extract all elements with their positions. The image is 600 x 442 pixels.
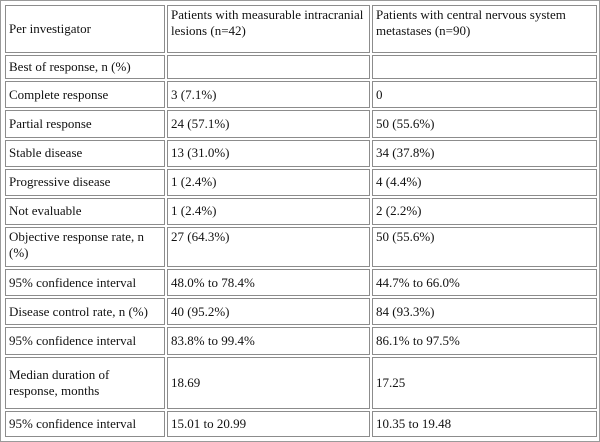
- row-label: Progressive disease: [5, 169, 165, 196]
- cell-intracranial: 18.69: [167, 357, 370, 409]
- cell-intracranial: 27 (64.3%): [167, 227, 370, 267]
- cell-intracranial: 1 (2.4%): [167, 169, 370, 196]
- row-label: Partial response: [5, 110, 165, 137]
- table-row: [5, 55, 597, 79]
- row-label: Median duration of response, months: [5, 357, 165, 409]
- response-results-table: [3, 3, 599, 439]
- row-label: Best of response, n (%): [5, 55, 165, 79]
- cell-cns: 4 (4.4%): [372, 169, 597, 196]
- row-label: Stable disease: [5, 140, 165, 167]
- row-label: Not evaluable: [5, 198, 165, 225]
- cell-cns: 34 (37.8%): [372, 140, 597, 167]
- header-cns-metastases: Patients with central nervous system metastases (n=90): [372, 5, 597, 53]
- cell-intracranial: 40 (95.2%): [167, 298, 370, 325]
- row-label: Complete response: [5, 81, 165, 108]
- table-row: [5, 110, 597, 137]
- table-row: [5, 169, 597, 196]
- row-label: Disease control rate, n (%): [5, 298, 165, 325]
- row-label: 95% confidence interval: [5, 411, 165, 437]
- cell-cns: 0: [372, 81, 597, 108]
- cell-cns: 2 (2.2%): [372, 198, 597, 225]
- row-label: 95% confidence interval: [5, 327, 165, 354]
- row-label: Objective response rate, n (%): [5, 227, 165, 267]
- table-row: [5, 298, 597, 325]
- cell-cns: 84 (93.3%): [372, 298, 597, 325]
- cell-cns: 17.25: [372, 357, 597, 409]
- cell-cns: [372, 55, 597, 79]
- table-row: [5, 357, 597, 409]
- table-row: [5, 411, 597, 437]
- cell-cns: 50 (55.6%): [372, 227, 597, 267]
- table-row: [5, 269, 597, 296]
- row-label: 95% confidence interval: [5, 269, 165, 296]
- cell-cns: 86.1% to 97.5%: [372, 327, 597, 354]
- header-per-investigator: Per investigator: [5, 5, 165, 53]
- table-row: [5, 140, 597, 167]
- cell-intracranial: 13 (31.0%): [167, 140, 370, 167]
- cell-cns: 44.7% to 66.0%: [372, 269, 597, 296]
- cell-cns: 50 (55.6%): [372, 110, 597, 137]
- table-row: [5, 198, 597, 225]
- cell-intracranial: 83.8% to 99.4%: [167, 327, 370, 354]
- table-row: [5, 227, 597, 267]
- cell-intracranial: 48.0% to 78.4%: [167, 269, 370, 296]
- cell-intracranial: 3 (7.1%): [167, 81, 370, 108]
- table-row: [5, 81, 597, 108]
- cell-intracranial: [167, 55, 370, 79]
- cell-intracranial: 24 (57.1%): [167, 110, 370, 137]
- cell-cns: 10.35 to 19.48: [372, 411, 597, 437]
- cell-intracranial: 1 (2.4%): [167, 198, 370, 225]
- cell-intracranial: 15.01 to 20.99: [167, 411, 370, 437]
- header-intracranial-lesions: Patients with measurable intracranial lesions (n=42): [167, 5, 370, 53]
- table-header-row: [5, 5, 597, 53]
- table-row: [5, 327, 597, 354]
